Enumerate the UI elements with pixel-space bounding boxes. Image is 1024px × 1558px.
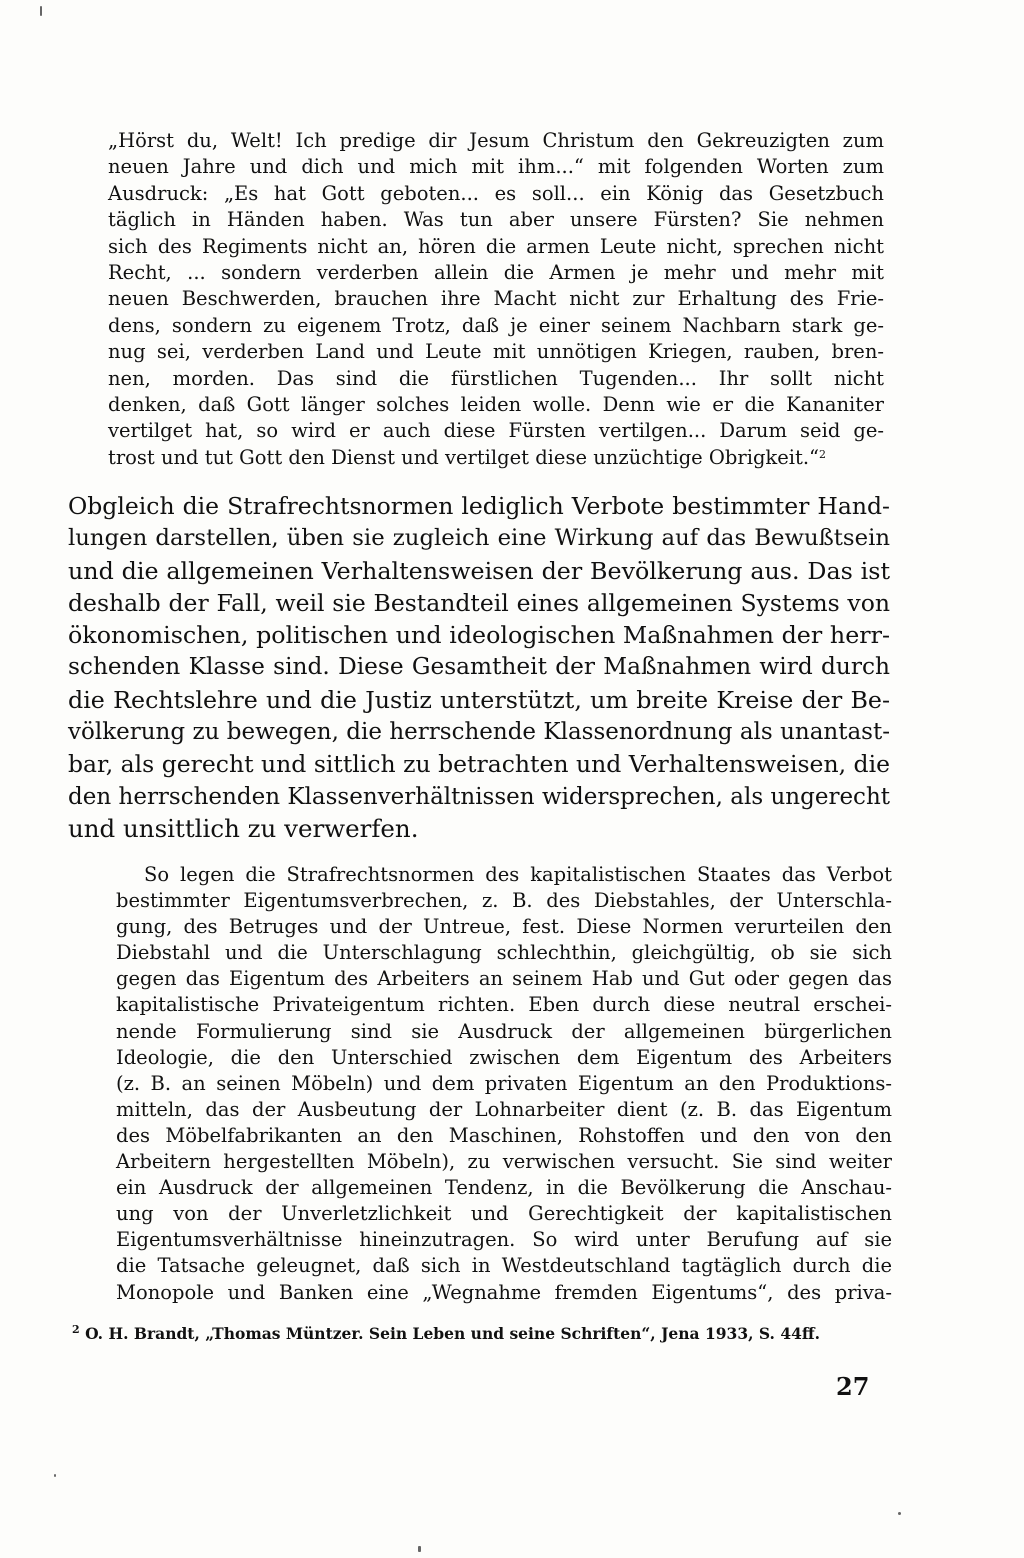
quote-line-last	[108, 445, 884, 471]
example-line: bestimmter Eigentumsverbrechen, z. B. des Diebstahles, der Unterschla-	[116, 889, 892, 913]
quote-line: „Hörst du, Welt! Ich predige dir Jesum Christum den Gekreuzigten zum	[108, 129, 884, 152]
quote-line: trost und tut Gott den Dienst und vertilget diese unzüchtige Obrigkeit.“	[108, 445, 820, 469]
example-line: kapitalistische Privateigentum richten. Eben durch diese neutral erschei-	[116, 993, 892, 1017]
example-line: Eigentumsverhältnisse hineinzutragen. So wird unter Berufung auf sie	[116, 1228, 892, 1252]
example-paragraph	[116, 862, 892, 1306]
quote-line: Ausdruck: „Es hat Gott geboten... es soll... ein König das Gesetzbuch	[108, 181, 884, 205]
quote-line: Recht, ... sondern verderben allein die Armen je mehr und mehr mit	[108, 261, 884, 285]
example-line: nende Formulierung sind sie Ausdruck der allgemeinen bürgerlichen	[116, 1019, 892, 1043]
quote-line: vertilget hat, so wird er auch diese Fürsten vertilgen... Darum seid ge-	[108, 419, 884, 443]
scan-speck	[40, 6, 42, 16]
example-line: ein Ausdruck der allgemeinen Tendenz, in die Bevölkerung die Anschau-	[116, 1176, 892, 1200]
example-line: gung, des Betruges und der Untreue, fest. Diese Normen verurteilen den	[116, 915, 892, 939]
page-number: 27	[836, 1372, 870, 1401]
quote-line: neuen Beschwerden, brauchen ihre Macht nicht zur Erhaltung des Frie-	[108, 287, 884, 311]
body-line: schenden Klasse sind. Diese Gesamtheit der Maßnahmen wird durch	[68, 653, 890, 681]
example-line: Diebstahl und die Unterschlagung schlechthin, gleichgültig, ob sie sich	[116, 941, 892, 965]
body-line: Obgleich die Strafrechtsnormen lediglich Verbote bestimmter Hand-	[68, 492, 890, 520]
quote-line: neuen Jahre und dich und mich mit ihm...“ mit folgenden Worten zum	[108, 155, 884, 179]
example-line: Monopole und Banken eine „Wegnahme fremden Eigentums“, des priva-	[116, 1280, 892, 1304]
quote-line: nen, morden. Das sind die fürstlichen Tugenden... Ihr sollt nicht	[108, 366, 884, 390]
body-line: deshalb der Fall, weil sie Bestandteil eines allgemeinen Systems von	[68, 588, 890, 617]
example-line: mitteln, das der Ausbeutung der Lohnarbeiter dient (z. B. das Eigentum	[116, 1097, 892, 1121]
example-line: die Tatsache geleugnet, daß sich in Westdeutschland tagtäglich durch die	[116, 1254, 892, 1278]
example-line: Arbeitern hergestellten Möbeln), zu verwischen versucht. Sie sind weiter	[116, 1150, 892, 1174]
body-line: ökonomischen, politischen und ideologischen Maßnahmen der herr-	[68, 621, 890, 650]
scan-speck	[418, 1546, 421, 1552]
scan-speck	[898, 1512, 901, 1515]
quote-line: denken, daß Gott länger solches leiden wolle. Denn wie er die Kananiter	[108, 393, 884, 417]
example-line: Ideologie, die den Unterschied zwischen dem Eigentum des Arbeiters	[116, 1045, 892, 1069]
body-line: und die allgemeinen Verhaltensweisen der Bevölkerung aus. Das ist	[68, 556, 890, 585]
footnote-marker: 2	[72, 1323, 80, 1336]
scan-speck	[54, 1474, 56, 1477]
body-line: und unsittlich zu verwerfen.	[68, 813, 419, 843]
example-line: ung von der Unverletzlichkeit und Gerechtigkeit der kapitalistischen	[116, 1202, 892, 1226]
body-line: den herrschenden Klassenverhältnissen widersprechen, als ungerecht	[68, 783, 890, 810]
body-line: völkerung zu bewegen, die herrschende Klassenordnung als unantast-	[68, 719, 890, 746]
footnote-text: O. H. Brandt, „Thomas Müntzer. Sein Leben und seine Schriften“, Jena 1933, S. 44ff.	[85, 1324, 821, 1343]
quote-block	[108, 128, 884, 471]
footnote	[72, 1324, 872, 1344]
quote-line: dens, sondern zu eigenem Trotz, daß je einer seinem Nachbarn stark ge-	[108, 313, 884, 337]
example-line: So legen die Strafrechtsnormen des kapitalistischen Staates das Verbot	[144, 863, 892, 886]
body-line: die Rechtslehre und die Justiz unterstützt, um breite Kreise der Be-	[68, 685, 890, 714]
body-paragraph	[68, 490, 890, 845]
quote-line: täglich in Händen haben. Was tun aber unsere Fürsten? Sie nehmen	[108, 208, 884, 232]
quote-line: nug sei, verderben Land und Leute mit unnötigen Kriegen, rauben, bren-	[108, 340, 884, 364]
quote-line: sich des Regiments nicht an, hören die armen Leute nicht, sprechen nicht	[108, 234, 884, 258]
footnote-reference: 2	[819, 447, 827, 461]
example-line: des Möbelfabrikanten an den Maschinen, Rohstoffen und den von den	[116, 1123, 892, 1147]
body-line: lungen darstellen, üben sie zugleich eine Wirkung auf das Bewußtsein	[68, 525, 890, 552]
example-line: (z. B. an seinen Möbeln) und dem privaten Eigentum an den Produktions-	[116, 1071, 892, 1095]
body-line: bar, als gerecht und sittlich zu betrachten und Verhaltensweisen, die	[68, 750, 890, 779]
example-line: gegen das Eigentum des Arbeiters an seinem Hab und Gut oder gegen das	[116, 967, 892, 991]
